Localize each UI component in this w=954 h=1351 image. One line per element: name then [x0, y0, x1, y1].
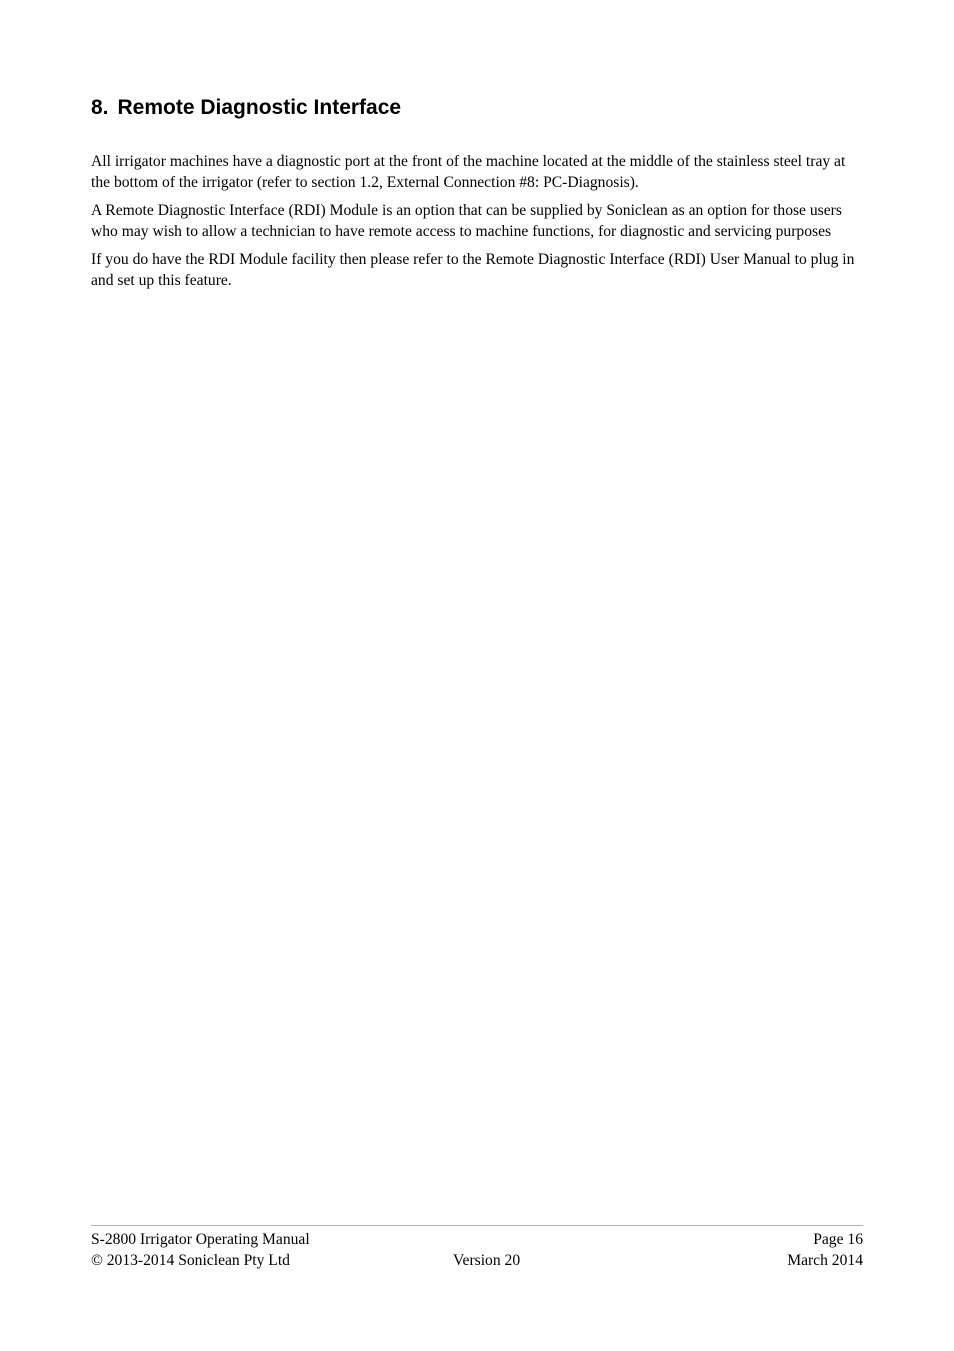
section-heading	[91, 95, 401, 121]
section-number: 8.	[91, 96, 109, 119]
paragraph-diagnostic-port: All irrigator machines have a diagnostic port at the front of the machine located at the middle of the stainless steel tray at the bottom of the irrigator (refer to section 1.2, External Connection #8: PC-Diagnosis).	[91, 153, 846, 191]
footer-row-1	[91, 1229, 863, 1250]
footer-page-number: Page 16	[813, 1231, 863, 1248]
paragraph-rdi-module: A Remote Diagnostic Interface (RDI) Module is an option that can be supplied by Soniclean as an option for those users who may wish to allow a technician to have remote access to machine functions, for diagnostic and servicing purposes	[91, 202, 842, 240]
paragraph-rdi-manual: If you do have the RDI Module facility then please refer to the Remote Diagnostic Interface (RDI) User Manual to plug in and set up this feature.	[91, 251, 855, 289]
footer-date: March 2014	[787, 1252, 863, 1269]
footer-row-2	[91, 1250, 863, 1271]
page-footer	[91, 1225, 863, 1271]
footer-manual-title: S-2800 Irrigator Operating Manual	[91, 1231, 310, 1248]
section-title: Remote Diagnostic Interface	[117, 96, 402, 119]
footer-version: Version 20	[453, 1252, 521, 1269]
footer-copyright: © 2013-2014 Soniclean Pty Ltd	[91, 1252, 290, 1269]
section-body	[91, 152, 866, 299]
